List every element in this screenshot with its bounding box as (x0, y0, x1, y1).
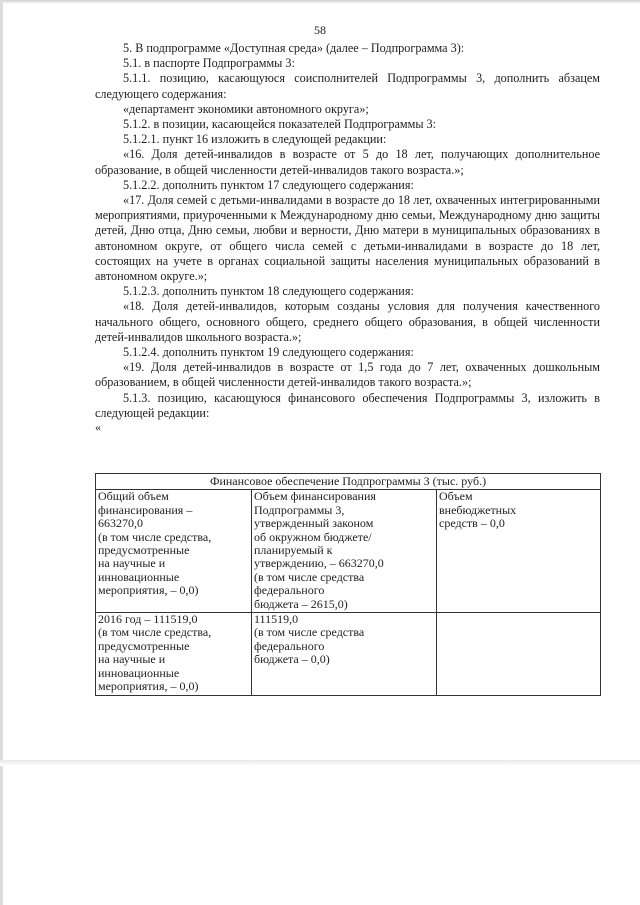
financing-table (95, 473, 601, 696)
paragraph: «19. Доля детей-инвалидов в возрасте от 1,5 года до 7 лет, охваченных дошкольным образованием, в общей численности детей-инвалидов такого возраста.»; (95, 360, 600, 390)
scan-top-shadow (0, 0, 640, 4)
table-cell: Объем внебюджетных средств – 0,0 (437, 490, 601, 613)
paragraph: «18. Доля детей-инвалидов, которым созданы условия для получения качественного начального общего, основного общего, среднего общего образования, в общей численности детей-инвалидов школьного возраста.»; (95, 299, 600, 344)
paragraph: 5.1.3. позицию, касающуюся финансового обеспечения Подпрограммы 3, изложить в следующей редакции: (95, 390, 600, 420)
paragraph: 5.1.1. позицию, касающуюся соисполнителей Подпрограммы 3, дополнить абзацем следующего содержания: (95, 71, 600, 101)
paragraph: 5.1.2.4. дополнить пунктом 19 следующего содержания: (123, 345, 414, 360)
paragraph: «17. Доля семей с детьми-инвалидами в возрасте до 18 лет, охваченных интегрированными мероприятиями, приуроченными к Международному дню семьи, Международному дню защиты детей, Дню отца, Дню семьи, любви и верности, Дню матери в муниципальных образованиях в автономном округе, от общего числа семей с детьми-инвалидами в возрасте до 18 лет, состоящих на учете в органах социальной защиты населения муниципальных образований в автономном округе.»; (95, 193, 600, 284)
table-row (96, 613, 601, 695)
scan-left-edge (0, 0, 3, 905)
paragraph: 5.1.2.2. дополнить пунктом 17 следующего содержания: (123, 177, 414, 192)
paragraph: «16. Доля детей-инвалидов в возрасте от 5 до 18 лет, получающих дополнительное образование, в общей численности детей-инвалидов такого возраста.»; (95, 147, 600, 177)
table-cell: 2016 год – 111519,0 (в том числе средства, предусмотренные на научные и инновационные мероприятия, – 0,0) (96, 613, 252, 695)
paragraph: 5. В подпрограмме «Доступная среда» (далее – Подпрограмма 3): (123, 41, 465, 55)
paragraph: «департамент экономики автономного округа»; (123, 101, 369, 116)
table-title: Финансовое обеспечение Подпрограммы 3 (тыс. руб.) (96, 474, 601, 490)
paragraph: 5.1.2.1. пункт 16 изложить в следующей редакции: (123, 132, 387, 147)
page-number: 58 (314, 23, 326, 37)
quote-open: « (95, 420, 101, 435)
table-cell: Общий объем финансирования – 663270,0 (в том числе средства, предусмотренные на научные и инновационные мероприятия, – 0,0) (96, 490, 252, 613)
paragraph: 5.1.2.3. дополнить пунктом 18 следующего содержания: (123, 284, 414, 299)
paragraph: 5.1.2. в позиции, касающейся показателей Подпрограммы 3: (123, 117, 437, 132)
table-row (96, 490, 601, 613)
table-cell: 111519,0 (в том числе средства федерального бюджета – 0,0) (252, 613, 437, 695)
table-cell (437, 613, 601, 695)
table-header-row (96, 474, 601, 490)
document-body (95, 41, 600, 433)
paragraph: 5.1. в паспорте Подпрограммы 3: (123, 56, 295, 71)
table-cell: Объем финансирования Подпрограммы 3, утвержденный законом об окружном бюджете/ планируемый к утверждению, – 663270,0 (в том числе средства федерального бюджета – 2615,0) (252, 490, 437, 613)
scan-bottom-edge (0, 760, 640, 766)
